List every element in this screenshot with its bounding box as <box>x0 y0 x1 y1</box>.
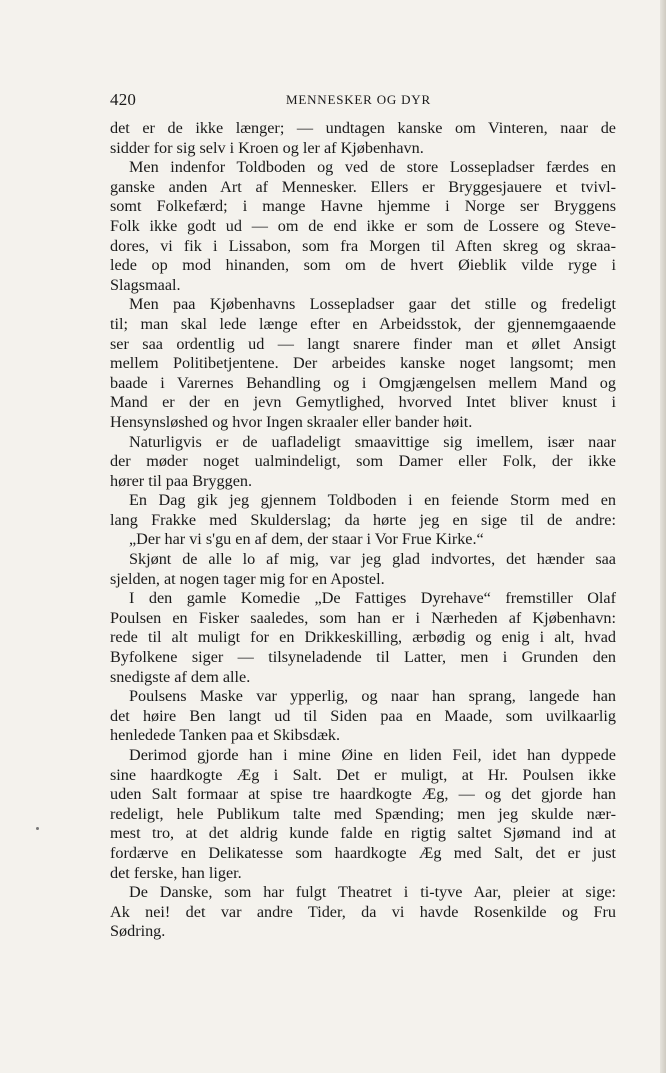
text-line: baade i Varernes Behandling og i Omgjængelsen mellem Mand og <box>110 373 616 392</box>
text-line: henledede Tanken paa et Skibsdæk. <box>110 726 341 745</box>
text-line: lede op mod hinanden, som om de hvert Øieblik vilde ryge i <box>110 256 616 275</box>
text-line: mellem Politibetjentene. Der arbeides kanske noget langsomt; men <box>110 354 616 373</box>
text-line: sidder for sig selv i Kroen og ler af Kjøbenhavn. <box>110 138 424 157</box>
text-line: Mand er der en jevn Gemytlighed, hvorved Intet bliver knust i <box>110 393 616 412</box>
text-line: fordærve en Delikatesse som haardkogte Æg med Salt, det er just <box>110 843 616 862</box>
text-line: Sødring. <box>110 922 166 941</box>
text-line: hører til paa Bryggen. <box>110 471 253 490</box>
text-line: Poulsen en Fisker saaledes, som han er i Nærheden af Kjøbenhavn: <box>110 608 616 627</box>
text-line: Naturligvis er de uafladeligt smaavittige sig imellem, især naar <box>129 432 616 451</box>
page-header <box>110 90 616 112</box>
text-line: det ferske, han liger. <box>110 863 242 882</box>
body-text <box>110 119 616 942</box>
text-line: rede til alt muligt for en Drikkeskilling, ærbødig og enig i alt, hvad <box>110 628 616 647</box>
text-line: Poulsens Maske var ypperlig, og naar han sprang, langede han <box>129 687 616 706</box>
text-line: dores, vi fik i Lissabon, som fra Morgen til Aften skreg og skraa- <box>110 236 616 255</box>
text-line: snedigste af dem alle. <box>110 667 251 686</box>
text-line: mest tro, at det aldrig kunde falde en rigtig saltet Sjømand ind at <box>110 824 616 843</box>
text-line: ganske anden Art af Mennesker. Ellers er Bryggesjauere et tvivl- <box>110 177 616 196</box>
text-line: uden Salt formaar at spise tre haardkogte Æg, — og det gjorde han <box>110 785 616 804</box>
text-line: Men indenfor Toldboden og ved de store Lossepladser færdes en <box>129 158 616 177</box>
text-line: „Der har vi s'gu en af dem, der staar i Vor Frue Kirke.“ <box>129 530 484 549</box>
page-number: 420 <box>110 90 137 109</box>
text-line: somt Folkefærd; i mange Havne hjemme i Norge ser Bryggens <box>110 197 616 216</box>
text-line: Skjønt de alle lo af mig, var jeg glad indvortes, det hænder saa <box>129 550 616 569</box>
print-speck <box>36 827 39 830</box>
text-line: En Dag gik jeg gjennem Toldboden i en feiende Storm med en <box>129 491 616 510</box>
running-title: MENNESKER OG DYR <box>286 92 431 107</box>
text-line: der møder noget ualmindeligt, som Damer eller Folk, der ikke <box>110 452 616 471</box>
text-line: Slagsmaal. <box>110 275 181 294</box>
text-line: I den gamle Komedie „De Fattiges Dyrehave“ fremstiller Olaf <box>129 589 616 608</box>
text-line: sine haardkogte Æg i Salt. Det er muligt, at Hr. Poulsen ikke <box>110 765 616 784</box>
text-line: Men paa Kjøbenhavns Lossepladser gaar det stille og fredeligt <box>129 295 616 314</box>
text-line: Hensynsløshed og hvor Ingen skraaler eller bander høit. <box>110 412 473 431</box>
text-line: Byfolkene siger — tilsyneladende til Latter, men i Grunden den <box>110 648 616 667</box>
text-line: redeligt, hele Publikum talte med Spænding; men jeg skulde nær- <box>110 804 616 823</box>
text-line: De Danske, som har fulgt Theatret i ti-tyve Aar, pleier at sige: <box>129 883 616 902</box>
text-line: Ak nei! det var andre Tider, da vi havde Rosenkilde og Fru <box>110 902 616 921</box>
text-line: Folk ikke godt ud — om de end ikke er som de Lossere og Steve- <box>110 216 616 235</box>
text-line: det høire Ben langt ud til Siden paa en Maade, som uvilkaarlig <box>110 706 616 725</box>
text-line: ser saa ordentlig ud — langt snarere finder man et øllet Ansigt <box>110 334 616 353</box>
page-edge <box>660 0 666 1073</box>
text-line: Derimod gjorde han i mine Øine en liden Feil, idet han dyppede <box>129 746 616 764</box>
text-line: til; man skal lede længe efter en Arbeidsstok, der gjennemgaaende <box>110 314 616 333</box>
text-line: det er de ikke længer; — undtagen kanske om Vinteren, naar de <box>110 119 616 137</box>
text-line: lang Frakke med Skulderslag; da hørte jeg en sige til de andre: <box>110 510 616 529</box>
text-line: sjelden, at nogen tager mig for en Apostel. <box>110 569 385 588</box>
